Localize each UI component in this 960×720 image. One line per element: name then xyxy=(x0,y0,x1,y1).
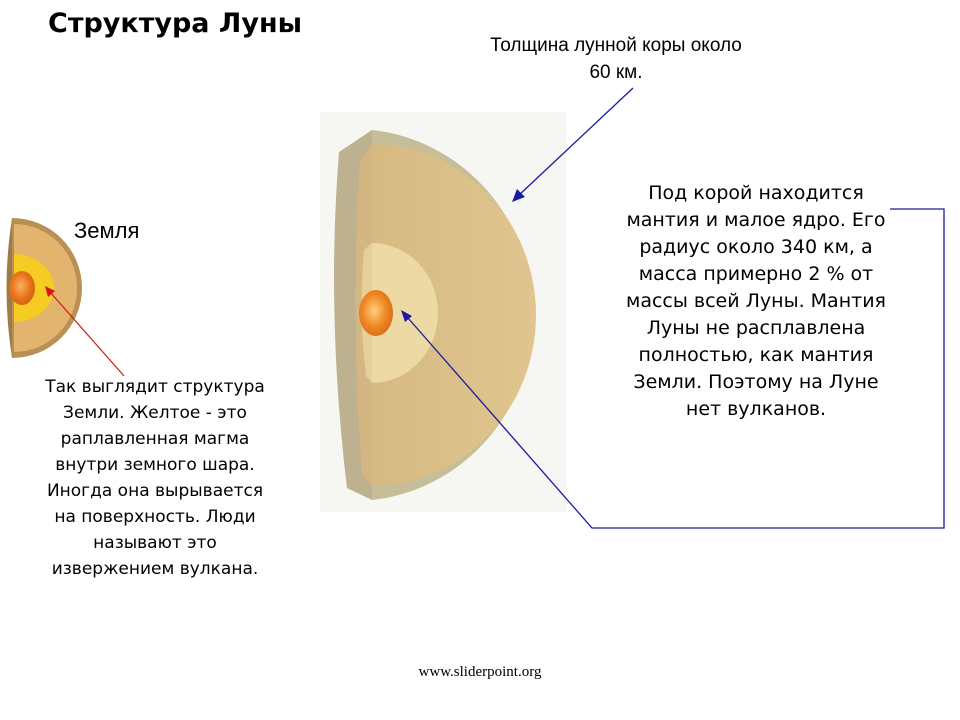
mantle-note-line: нет вулканов. xyxy=(685,398,827,420)
mantle-note-line: Под корой находится xyxy=(648,182,864,204)
crust-note-line: 60 км. xyxy=(589,62,643,83)
earth-note-line: раплавленная магма xyxy=(60,429,250,449)
mantle-note-line: радиус около 340 км, а xyxy=(639,236,873,258)
earth-cross-section xyxy=(7,218,83,358)
mantle-note-line: Земли. Поэтому на Луне xyxy=(633,371,879,393)
mantle-note-line: мантия и малое ядро. Его xyxy=(626,209,886,231)
earth-note-line: Иногда она вырывается xyxy=(46,481,264,501)
earth-note-line: Земли. Желтое - это xyxy=(63,403,247,423)
earth-note-line: называют это xyxy=(93,533,217,553)
page-title: Структура Луны xyxy=(48,8,303,39)
earth-note-line: на поверхность. Люди xyxy=(54,507,256,527)
footer-website: www.sliderpoint.org xyxy=(418,664,542,680)
moon-core xyxy=(359,290,393,336)
earth-label: Земля xyxy=(74,218,140,243)
earth-note-line: извержением вулкана. xyxy=(51,559,259,579)
earth-inner-core xyxy=(9,271,35,305)
mantle-note-line: масса примерно 2 % от xyxy=(638,263,874,285)
crust-note-line: Толщина лунной коры около xyxy=(490,35,742,56)
mantle-note-line: массы всей Луны. Мантия xyxy=(626,290,886,312)
earth-note-line: Так выглядит структура xyxy=(45,377,265,397)
mantle-note-line: полностью, как мантия xyxy=(638,344,874,366)
earth-structure-note xyxy=(14,374,296,582)
crust-thickness-note xyxy=(440,32,792,86)
mantle-note-line: Луны не расплавлена xyxy=(646,317,866,339)
mantle-core-note xyxy=(586,180,926,423)
earth-note-line: внутри земного шара. xyxy=(55,455,255,475)
